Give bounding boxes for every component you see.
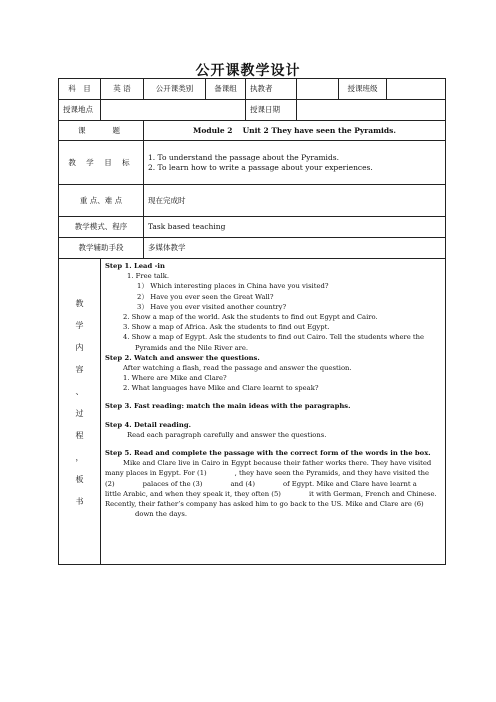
step1-item: 4. Show a map of Egypt. Ask the students to find out Cairo. Tell the students where the xyxy=(123,333,425,342)
step1-question: 2） Have you ever seen the Great Wall? xyxy=(137,292,274,301)
teacher-value xyxy=(297,79,339,100)
place-label: 授课地点 xyxy=(59,100,101,121)
place-value xyxy=(101,100,246,121)
key-points-label: 重 点、难 点 xyxy=(59,185,144,217)
row-place-date xyxy=(59,100,446,121)
step5-title: Step 5. Read and complete the passage with the correct form of the words in the box. xyxy=(105,449,431,457)
topic-label: 课 题 xyxy=(59,121,144,141)
step5-line: Mike and Clare live in Cairo in Egypt because their father works there. They have visited xyxy=(123,459,432,468)
goals-label: 教 学 目 标 xyxy=(59,141,144,185)
row-aids xyxy=(59,238,446,259)
date-label: 授课日期 xyxy=(246,100,297,121)
step1-title: Step 1. Lead -in xyxy=(105,262,165,270)
mode-value: Task based teaching xyxy=(144,217,446,238)
row-key-points xyxy=(59,185,446,217)
type-label: 公开课类别 xyxy=(144,79,206,100)
process-content xyxy=(101,259,446,565)
topic-value: Module 2 Unit 2 They have seen the Pyramids. xyxy=(144,121,446,141)
step2-title: Step 2. Watch and answer the questions. xyxy=(105,353,260,362)
mode-label: 教学模式、程序 xyxy=(59,217,144,238)
step5-line: little Arabic, and when they speak it, they often (5) it with German, French and Chinese. xyxy=(105,489,437,498)
class-value xyxy=(387,79,446,100)
step5-line: Recently, their father’s company has asked him to go back to the US. Mike and Clare are (6) xyxy=(105,499,424,508)
step4-title: Step 4. Detail reading. xyxy=(105,420,191,429)
step1-item-cont: Pyramids and the Nile River are. xyxy=(135,343,249,352)
step5-line: (2) palaces of the (3) and (4) of Egypt. Mike and Clare have learnt a xyxy=(105,479,417,488)
key-points-value: 现在完成时 xyxy=(144,185,446,217)
row-topic xyxy=(59,121,446,141)
lesson-plan-table xyxy=(58,78,446,565)
step2-question: 2. What languages have Mike and Clare learnt to speak? xyxy=(123,384,319,393)
page-title: 公开课教学设计 xyxy=(195,63,301,79)
aids-label: 教学辅助手段 xyxy=(59,238,144,259)
step2-intro: After watching a flash, read the passage and answer the question. xyxy=(123,363,352,372)
teacher-label: 执教者 xyxy=(246,79,297,100)
step1-item: 3. Show a map of Africa. Ask the students to find out Egypt. xyxy=(123,323,330,332)
step5-line: many places in Egypt. For (1) , they have seen the Pyramids, and they have visited the xyxy=(105,469,430,478)
subject-value: 英 语 xyxy=(101,79,144,100)
step5-line: down the days. xyxy=(135,510,187,519)
process-label: 教 学 内 容 、 过 程 ， 板 书 xyxy=(59,259,101,565)
step3-title: Step 3. Fast reading: match the main ideas with the paragraphs. xyxy=(105,402,351,411)
class-label: 授课班级 xyxy=(339,79,387,100)
date-value xyxy=(297,100,446,121)
goal-item: 2. To learn how to write a passage about your experiences. xyxy=(148,162,373,172)
step2-question: 1. Where are Mike and Clare? xyxy=(123,374,227,383)
goals-value xyxy=(144,141,446,185)
subject-label: 科 目 xyxy=(59,79,101,100)
goal-item: 1. To understand the passage about the Pyramids. xyxy=(148,153,339,163)
row-basic-info xyxy=(59,79,446,100)
step1-free-talk: 1. Free talk. xyxy=(127,272,170,281)
step1-question: 1） Which interesting places in China have you visited? xyxy=(137,282,329,291)
step1-item: 2. Show a map of the world. Ask the students to find out Egypt and Cairo. xyxy=(123,312,378,321)
step4-text: Read each paragraph carefully and answer the questions. xyxy=(127,430,327,439)
step1-question: 3） Have you ever visited another country? xyxy=(137,302,287,311)
row-process xyxy=(59,259,446,565)
row-mode xyxy=(59,217,446,238)
row-goals xyxy=(59,141,446,185)
type-value: 备课组 xyxy=(206,79,246,100)
aids-value: 多媒体教学 xyxy=(144,238,446,259)
